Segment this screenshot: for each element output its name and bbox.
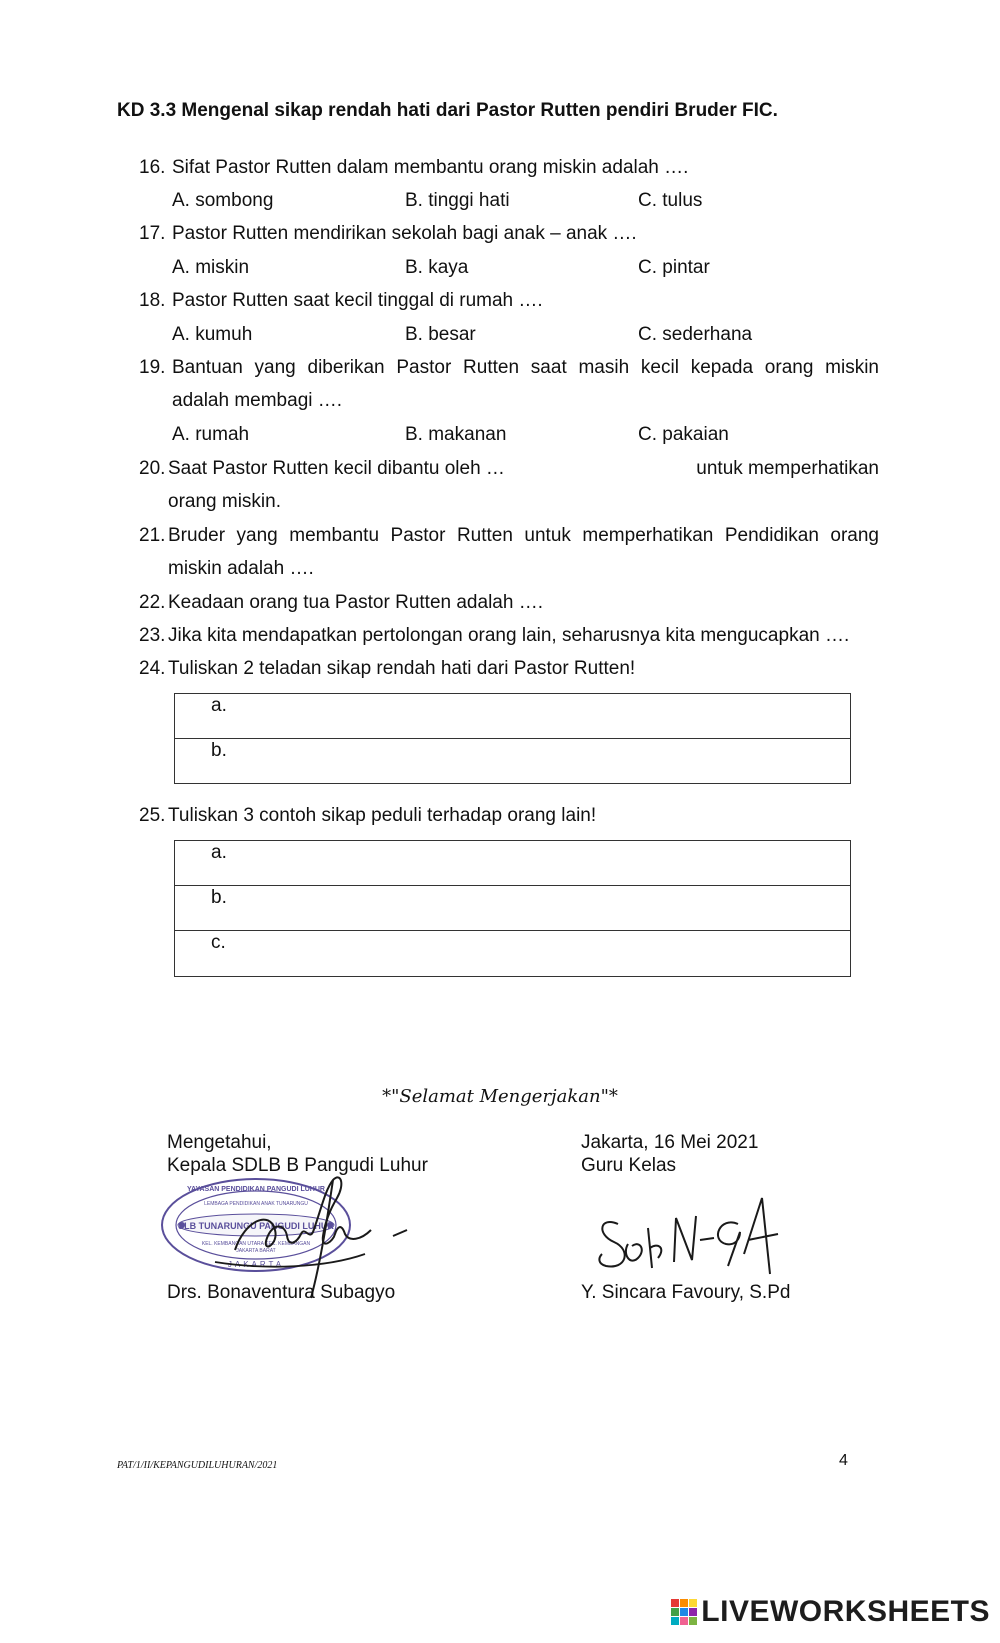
question-25 — [139, 799, 879, 832]
stamp-outer-text: YAYASAN PENDIDIKAN PANGUDI LUHUR — [187, 1186, 325, 1193]
answer-table-24 — [174, 693, 851, 784]
answer-row-label: a. — [211, 695, 227, 716]
stamp-line-b: JAKARTA BARAT — [236, 1248, 276, 1254]
question-19 — [139, 351, 879, 417]
question-16 — [139, 151, 859, 184]
brand-mark-square — [689, 1617, 697, 1625]
answer-row[interactable] — [175, 739, 850, 784]
question-number: 22. — [139, 592, 166, 613]
question-number: 20. — [139, 458, 166, 479]
question-text: Sifat Pastor Rutten dalam membantu orang miskin adalah …. — [172, 157, 689, 178]
question-text: Tuliskan 2 teladan sikap rendah hati dari Pastor Rutten! — [168, 658, 636, 679]
question-21 — [139, 519, 879, 585]
brand-mark-square — [680, 1599, 688, 1607]
question-20 — [139, 452, 879, 518]
question-number: 16. — [139, 157, 166, 178]
stamp-line-a: KEL. KEMBANGAN UTARA KEC. KEMBANGAN — [201, 1241, 311, 1247]
answer-row[interactable] — [175, 694, 850, 739]
question-number: 23. — [139, 625, 166, 646]
option-a[interactable]: A. miskin — [172, 257, 250, 278]
question-text: Pastor Rutten saat kecil tinggal di rumah …. — [172, 290, 543, 311]
question-number: 18. — [139, 290, 166, 311]
question-text-left: Saat Pastor Rutten kecil dibantu oleh … — [168, 458, 505, 479]
answer-row-label: c. — [211, 932, 226, 953]
brand-mark-square — [680, 1617, 688, 1625]
teacher-signature — [592, 1188, 792, 1283]
answer-row-label: b. — [211, 887, 227, 908]
question-text-line-2: orang miskin. — [168, 491, 281, 512]
question-text-line-1: Bruder yang membantu Pastor Rutten untuk memperhatikan Pendidikan orang — [168, 525, 879, 546]
answer-row-label: b. — [211, 740, 227, 761]
right-signature-line-2: Guru Kelas — [581, 1155, 677, 1176]
question-24 — [139, 652, 879, 685]
option-b[interactable]: B. kaya — [405, 257, 469, 278]
answer-row[interactable] — [175, 886, 850, 931]
option-b[interactable]: B. tinggi hati — [405, 190, 510, 211]
stamp-inner-top: LEMBAGA PENDIDIKAN ANAK TUNARUNGU — [204, 1201, 308, 1207]
brand-mark-icon — [671, 1599, 697, 1625]
question-text: Keadaan orang tua Pastor Rutten adalah …. — [168, 592, 543, 613]
option-c[interactable]: C. sederhana — [638, 324, 753, 345]
question-17 — [139, 217, 859, 250]
document-code: PAT/1/II/KEPANGUDILUHURAN/2021 — [117, 1460, 278, 1471]
question-18 — [139, 284, 859, 317]
left-signature-line-2: Kepala SDLB B Pangudi Luhur — [167, 1155, 428, 1176]
answer-row-label: a. — [211, 842, 227, 863]
question-text-line-2: miskin adalah …. — [168, 558, 314, 579]
option-c[interactable]: C. tulus — [638, 190, 703, 211]
option-b[interactable]: B. besar — [405, 324, 476, 345]
option-a[interactable]: A. sombong — [172, 190, 274, 211]
question-number: 21. — [139, 525, 166, 546]
principal-name: Drs. Bonaventura Subagyo — [167, 1282, 396, 1303]
option-b[interactable]: B. makanan — [405, 424, 507, 445]
question-text-right: untuk memperhatikan — [696, 458, 879, 479]
question-text: Pastor Rutten mendirikan sekolah bagi anak – anak …. — [172, 223, 637, 244]
brand-mark-square — [671, 1617, 679, 1625]
brand-mark-square — [680, 1608, 688, 1616]
question-22 — [139, 586, 879, 619]
closing-message: *"Selamat Mengerjakan"* — [382, 1086, 618, 1107]
liveworksheets-logo[interactable] — [671, 1595, 990, 1629]
answer-row[interactable] — [175, 841, 850, 886]
question-23 — [139, 619, 879, 652]
right-signature-line-1: Jakarta, 16 Mei 2021 — [581, 1132, 759, 1153]
teacher-name: Y. Sincara Favoury, S.Pd — [581, 1282, 791, 1303]
option-a[interactable]: A. rumah — [172, 424, 250, 445]
section-heading: KD 3.3 Mengenal sikap rendah hati dari Pastor Rutten pendiri Bruder FIC. — [117, 100, 778, 121]
principal-signature — [175, 1150, 425, 1300]
page-number: 4 — [839, 1452, 848, 1469]
option-c[interactable]: C. pintar — [638, 257, 710, 278]
answer-row[interactable] — [175, 931, 850, 976]
brand-name: LIVEWORKSHEETS — [701, 1595, 990, 1628]
option-a[interactable]: A. kumuh — [172, 324, 253, 345]
question-number: 25. — [139, 805, 166, 826]
question-text-line-1: Bantuan yang diberikan Pastor Rutten saat masih kecil kepada orang miskin — [172, 357, 879, 378]
question-text: Jika kita mendapatkan pertolongan orang lain, seharusnya kita mengucapkan …. — [168, 625, 850, 646]
option-c[interactable]: C. pakaian — [638, 424, 729, 445]
brand-mark-square — [689, 1599, 697, 1607]
stamp-center-text: SLB TUNARUNGU PANGUDI LUHUR — [178, 1221, 334, 1231]
question-number: 24. — [139, 658, 166, 679]
brand-mark-square — [689, 1608, 697, 1616]
brand-mark-square — [671, 1599, 679, 1607]
answer-table-25 — [174, 840, 851, 977]
left-signature-line-1: Mengetahui, — [167, 1132, 272, 1153]
question-number: 19. — [139, 357, 166, 378]
brand-mark-square — [671, 1608, 679, 1616]
stamp-bottom-text: JAKARTA — [227, 1260, 285, 1269]
question-text-line-2: adalah membagi …. — [172, 390, 343, 411]
question-number: 17. — [139, 223, 166, 244]
question-text: Tuliskan 3 contoh sikap peduli terhadap orang lain! — [168, 805, 597, 826]
